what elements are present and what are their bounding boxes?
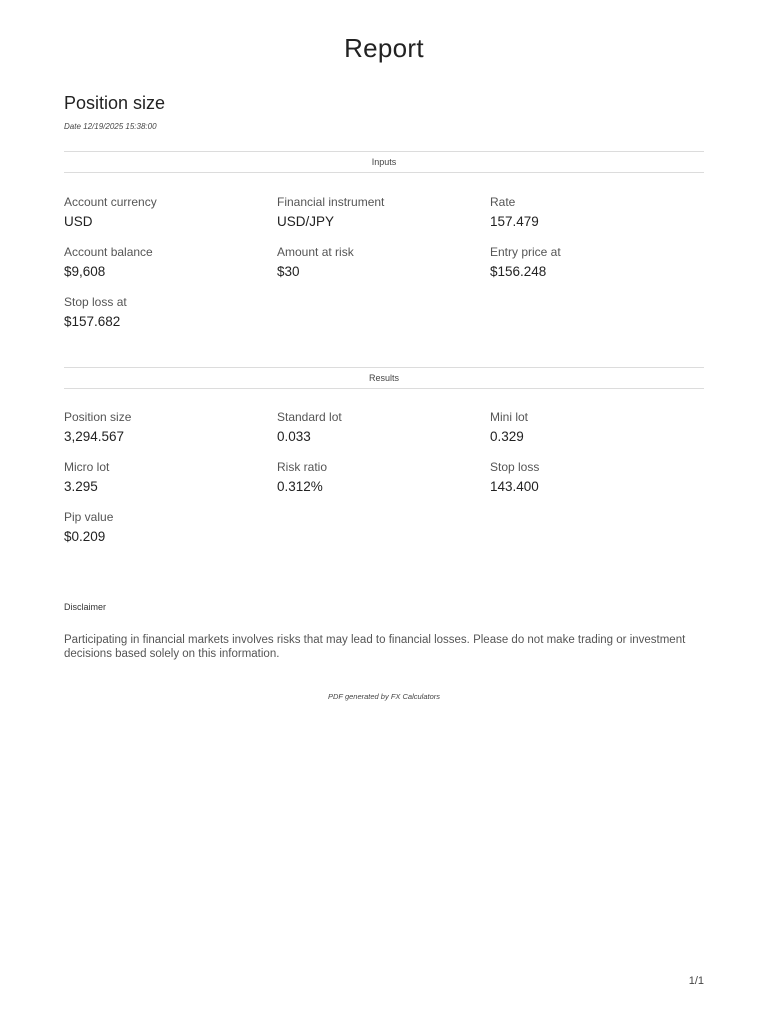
generated-by-note: PDF generated by FX Calculators bbox=[328, 692, 440, 701]
results-section-header bbox=[64, 367, 704, 389]
disclaimer-title: Disclaimer bbox=[64, 602, 107, 612]
result-position-size bbox=[64, 410, 264, 444]
field-value: 157.479 bbox=[490, 214, 539, 229]
field-value: 0.312% bbox=[277, 479, 323, 494]
page-number: 1/1 bbox=[688, 975, 704, 987]
result-micro-lot bbox=[64, 460, 264, 494]
field-value: 0.033 bbox=[277, 429, 311, 444]
field-label: Account balance bbox=[64, 245, 153, 259]
inputs-section-header bbox=[64, 151, 704, 173]
document-heading: Position size bbox=[64, 93, 166, 113]
field-value: 0.329 bbox=[490, 429, 524, 444]
input-account-currency bbox=[64, 195, 264, 229]
result-stop-loss bbox=[490, 460, 690, 494]
inputs-section-label: Inputs bbox=[371, 157, 397, 167]
field-value: 3,294.567 bbox=[64, 429, 125, 444]
field-label: Stop loss bbox=[490, 460, 540, 474]
input-financial-instrument bbox=[277, 195, 477, 229]
result-standard-lot bbox=[277, 410, 477, 444]
results-section-label: Results bbox=[368, 373, 399, 383]
result-mini-lot bbox=[490, 410, 690, 444]
field-value: $30 bbox=[277, 264, 300, 279]
field-value: USD bbox=[64, 214, 93, 229]
input-stop-loss bbox=[64, 295, 264, 329]
field-label: Account currency bbox=[64, 195, 157, 209]
field-label: Rate bbox=[490, 195, 516, 209]
report-date: Date 12/19/2025 15:38:00 bbox=[64, 122, 157, 131]
input-rate bbox=[490, 195, 690, 229]
field-label: Position size bbox=[64, 410, 132, 424]
field-value: $9,608 bbox=[64, 264, 106, 279]
field-label: Risk ratio bbox=[277, 460, 328, 474]
input-amount-at-risk bbox=[277, 245, 477, 279]
field-label: Stop loss at bbox=[64, 295, 127, 309]
result-pip-value bbox=[64, 510, 264, 544]
field-label: Amount at risk bbox=[277, 245, 354, 259]
field-label: Pip value bbox=[64, 510, 114, 524]
field-value: USD/JPY bbox=[277, 214, 335, 229]
field-label: Entry price at bbox=[490, 245, 561, 259]
field-label: Mini lot bbox=[490, 410, 529, 424]
field-label: Micro lot bbox=[64, 460, 110, 474]
field-value: 143.400 bbox=[490, 479, 539, 494]
field-value: 3.295 bbox=[64, 479, 98, 494]
input-entry-price bbox=[490, 245, 690, 279]
field-value: $0.209 bbox=[64, 529, 106, 544]
input-account-balance bbox=[64, 245, 264, 279]
field-value: $156.248 bbox=[490, 264, 547, 279]
field-value: $157.682 bbox=[64, 314, 121, 329]
result-risk-ratio bbox=[277, 460, 477, 494]
report-title: Report bbox=[344, 33, 424, 63]
disclaimer-text: Participating in financial markets involves risks that may lead to financial losses. Please do not make trading or investment decisions based solely on this information. bbox=[64, 634, 686, 660]
field-label: Financial instrument bbox=[277, 195, 385, 209]
field-label: Standard lot bbox=[277, 410, 342, 424]
